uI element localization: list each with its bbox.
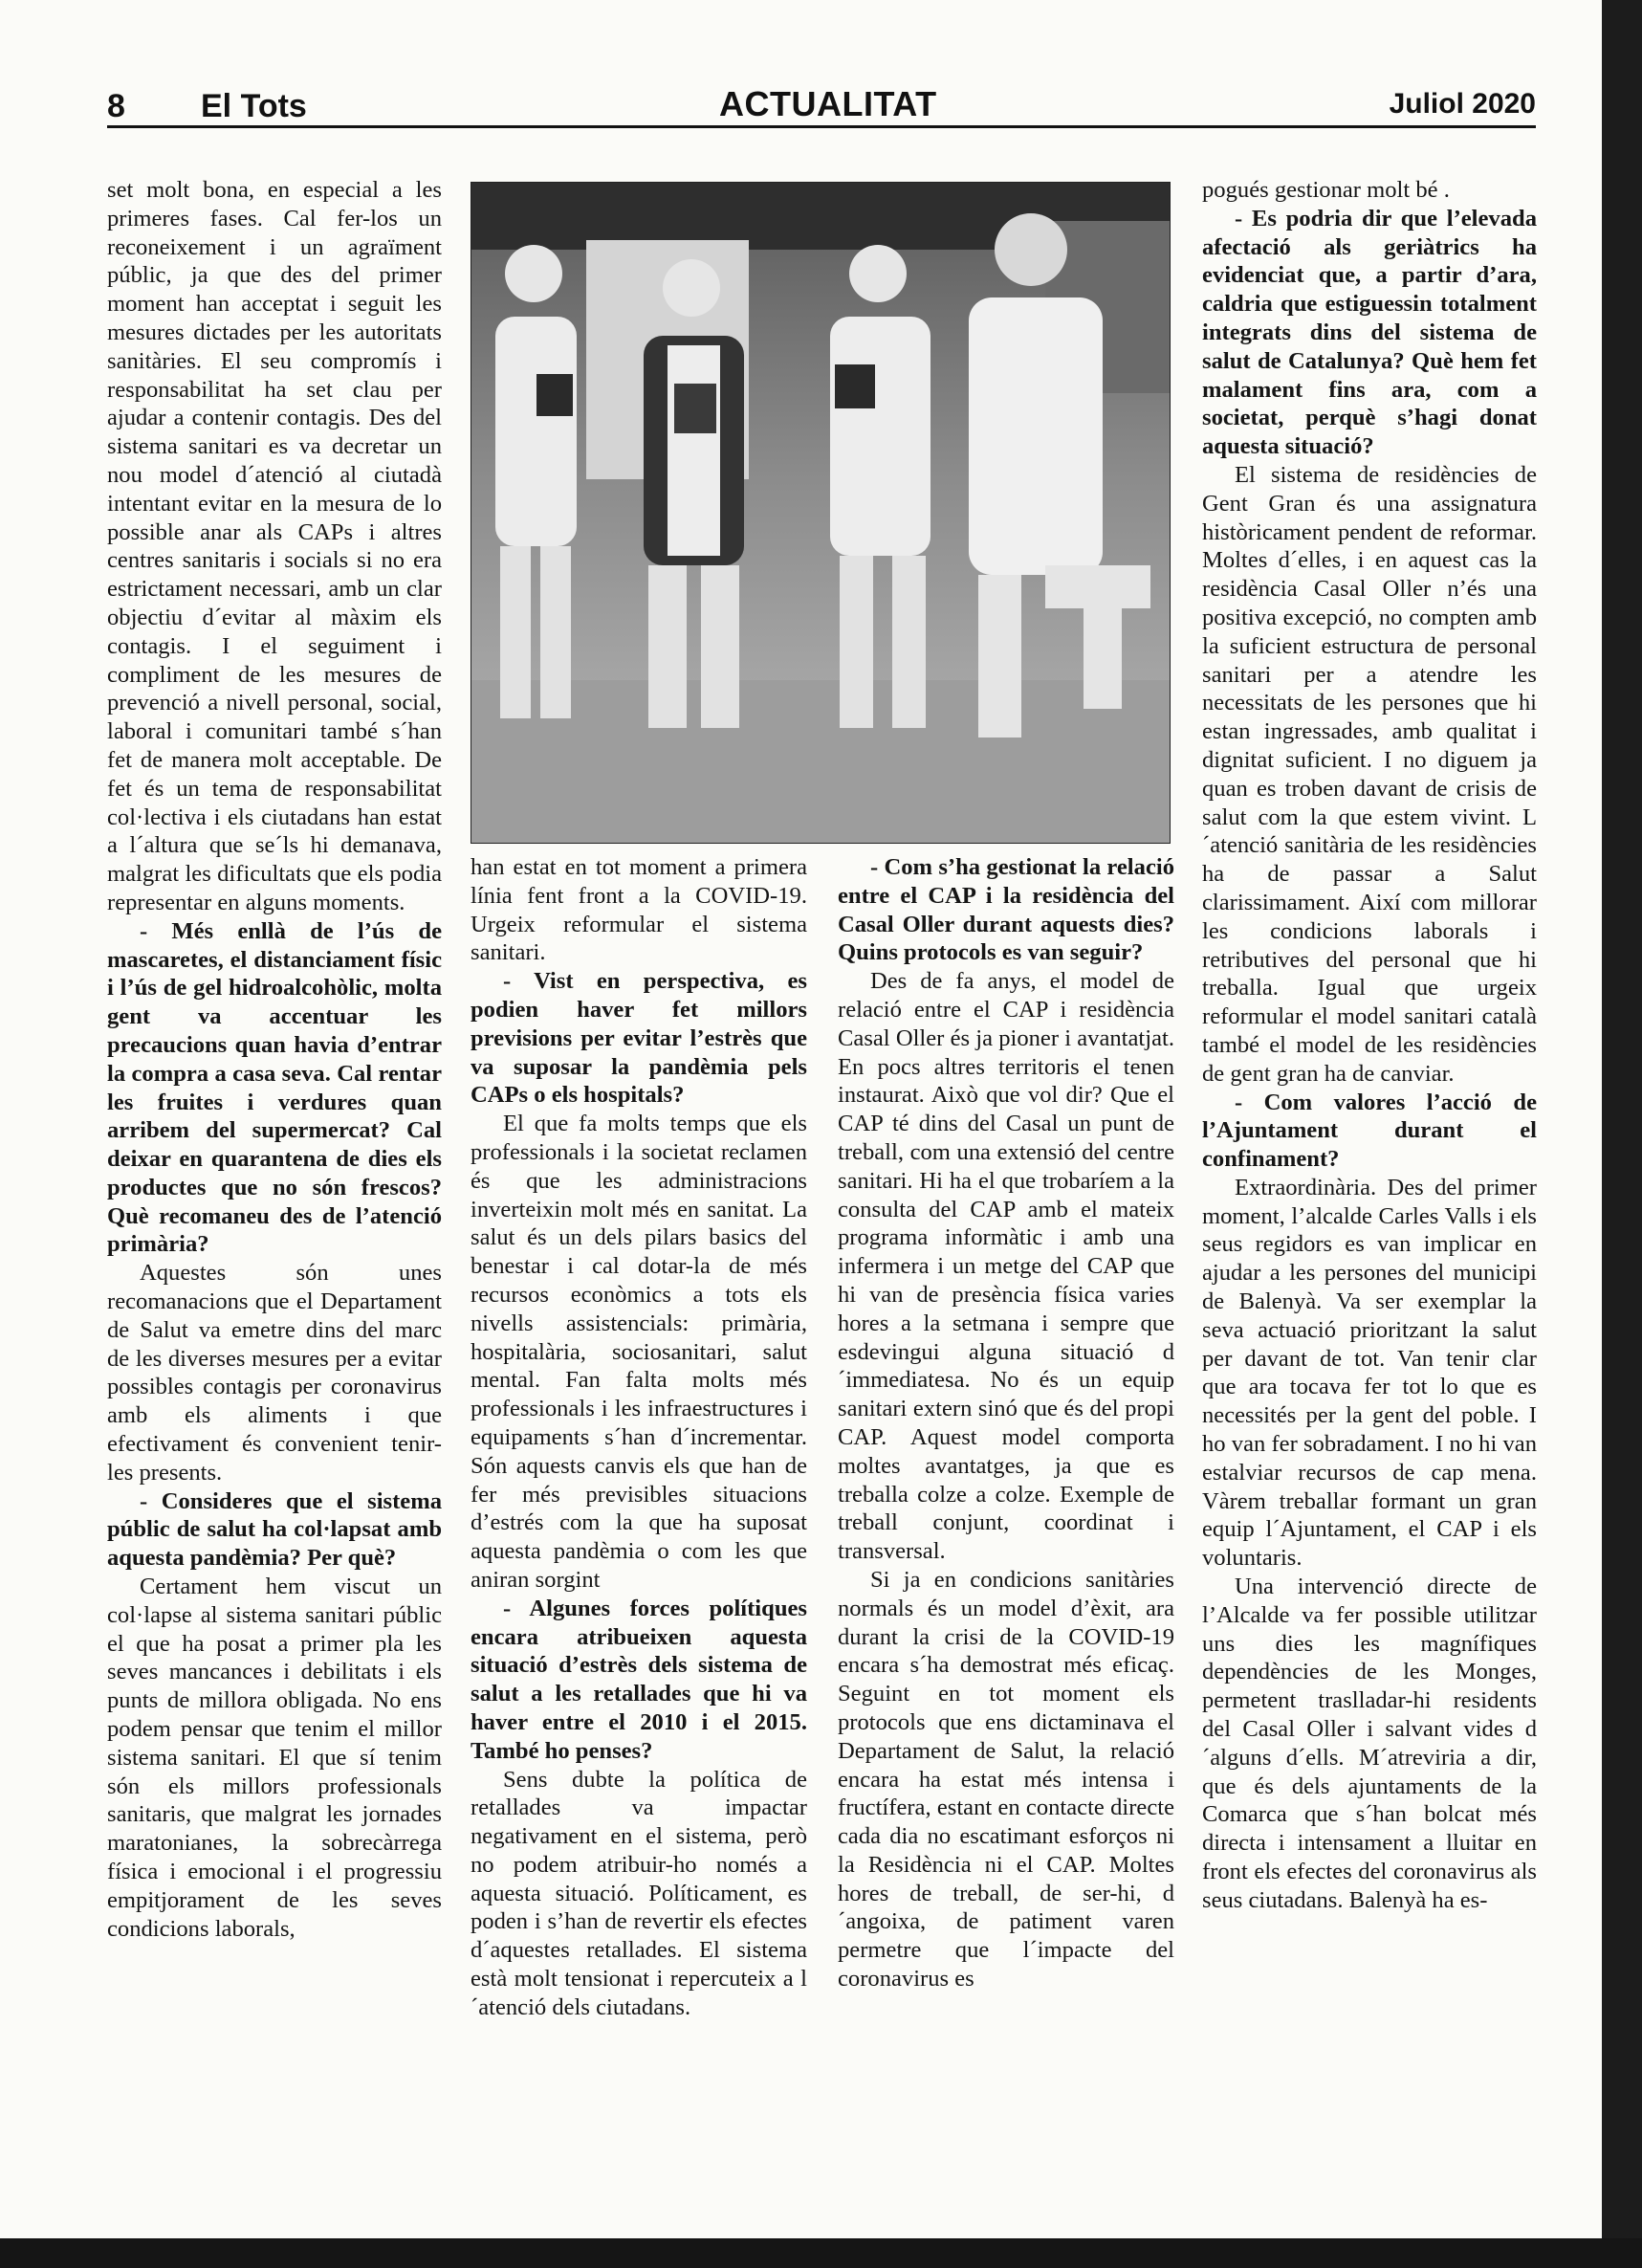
- paragraph: Extraordinària. Des del primer moment, l’alcalde Carles Valls i els seus regidors es van implicar en ajudar a les persones del municipi de Balenyà. Va ser exemplar la seva actuació prioritzant la salut per davant de tot. Van tenir clar que ara tocava fer tot lo que es necessités per la gent del poble. I ho van fer sobradament. I no hi van estalviar recursos de cap mena. Vàrem treballar formant un gran equip l´Ajuntament, el CAP i els voluntaris.: [1202, 1174, 1537, 1572]
- paragraph: Si ja en condicions sanitàries normals és un model d’èxit, ara durant la crisi de la COVID-19 encara s´ha demostrat més eficaç. Seguint en tot moment els protocols que ens dictaminava el Departament de Salut, la relació encara ha estat més intensa i fructífera, estant en contacte directe cada dia no escatimant esforços ni la Residència ni el CAP. Moltes hores de treball, de ser-hi, d´angoixa, de patiment varen permetre que l´impacte del coronavirus es: [838, 1566, 1174, 1993]
- paragraph: El que fa molts temps que els professionals i la societat reclamen és que les administracions inverteixin molt més en sanitat. La salut és un dels pilars basics del benestar i cal dotar-la de més recursos econòmics a tots els nivells assistencials: primària, hospitalària, sociosanitari, salut mental. Fan falta molts més professionals i les infraestructures i equipaments s´han d´incrementar. Són aquests canvis els que han de fer més previsibles situacions d’estrés com la que ha suposat aquesta pandèmia o com les que aniran sorgint: [471, 1111, 807, 1593]
- interview-question: - Més enllà de l’ús de mascaretes, el distanciament físic i l’ús de gel hidroalcohòlic, molta gent va accentuar les precaucions quan havia d’entrar la compra a casa seva. Cal rentar les fruites i verdures quan arribem del supermercat? Cal deixar en quarantena de dies els productes que no són frescos? Què recomaneu des de l’atenció primària?: [107, 917, 442, 1258]
- article-column-4: [1202, 176, 1537, 1915]
- paragraph: Una intervenció directe de l’Alcalde va fer possible utilitzar uns dies les magnífiques dependències de les Monges, permetent traslladar-hi residents del Casal Oller i salvant vides d´alguns d´ells. M´atreviria a dir, que és dels ajuntaments de la Comarca que s´han bolcat més directa i intensament a lluitar en front els efectes del coronavirus als seus ciutadans. Balenyà ha es-: [1202, 1574, 1537, 1913]
- article-column-2: [471, 853, 807, 2022]
- publication-name: El Tots: [201, 88, 307, 124]
- interview-question: - Es podria dir que l’elevada afectació als geriàtrics ha evidenciat que, a partir d’ara, caldria que estiguessin totalment integrats dins del sistema de salut de Catalunya? Què hem fet malament fins ara, com a societat, perquè s’hagi donat aquesta situació?: [1202, 205, 1537, 460]
- paragraph: Sens dubte la política de retallades va impactar negativament en el sistema, però no podem atribuir-ho només a aquesta situació. Políticament, es poden i s’han de revertir els efectes d´aquestes retallades. El sistema està molt tensionat i repercuteix a l´atenció dels ciutadans.: [471, 1766, 807, 2020]
- article-column-1: [107, 176, 442, 1943]
- section-title: ACTUALITAT: [719, 84, 937, 123]
- paragraph: Des de fa anys, el model de relació entre el CAP i residència Casal Oller és ja pioner i avantatjat. En pocs altres territoris el tenen instaurat. Això que vol dir? Que el CAP té dins del Casal un punt de treball, com una extensió del centre sanitari. Hi ha el que trobaríem a la consulta del CAP amb el mateix programa informàtic i amb una infermera i un metge del CAP que hi van de presència física varies hores a la setmana i sempre que esdevingui alguna situació d´immediatesa. No és un equip sanitari extern sinó que és del propi CAP. Aquest model comporta moltes avantatges, ja que es treballa colze a colze. Exemple de treball conjunt, coordinat i transversal.: [838, 968, 1174, 1565]
- interview-question: - Algunes forces polítiques encara atribueixen aquesta situació d’estrès dels sistema de salut a les retallades que hi va haver entre el 2010 i el 2015. També ho penses?: [471, 1595, 807, 1764]
- staff-photo: [471, 182, 1171, 844]
- page-header: [107, 80, 1536, 126]
- header-rule: [107, 125, 1536, 128]
- page-edge-shadow: [1602, 0, 1642, 2268]
- scan-bottom-border: [0, 2238, 1642, 2268]
- interview-question: - Com s’ha gestionat la relació entre el CAP i la residència del Casal Oller durant aquests dies? Quins protocols es van seguir?: [838, 854, 1174, 966]
- paragraph: El sistema de residències de Gent Gran és una assignatura històricament pendent de reformar. Moltes d´elles, i en aquest cas la residència Casal Oller n’és una positiva excepció, no compten amb la suficient estructura de personal sanitari per a atendre les necessitats de les persones que hi estan ingressades, amb qualitat i dignitat suficient. I no diguem ja quan es troben davant de crisis de salut com la que estem vivint. L´atenció sanitària de les residències ha de passar a Salut clarissimament. Així com millorar les condicions laborals i retributives del personal que hi treballa. Igual que urgeix reformular el model sanitari català també el model de les residències de gent gran ha de canviar.: [1202, 461, 1537, 1087]
- paragraph: Certament hem viscut un col·lapse al sistema sanitari públic el que ha posat a primer pla les seves mancances i debilitats i els punts de millora obligada. No ens podem pensar que tenim el millor sistema sanitari. El que sí tenim són els millors professionals sanitaris, que malgrat les jornades maratonianes, la sobrecàrrega física i emocional i el progressiu empitjorament de les seves condicions laborals,: [107, 1574, 442, 1942]
- interview-question: - Consideres que el sistema públic de salut ha col·lapsat amb aquesta pandèmia? Per què?: [107, 1487, 442, 1572]
- paragraph: han estat en tot moment a primera línia fent front a la COVID-19. Urgeix reformular el sistema sanitari.: [471, 854, 807, 966]
- page-number: 8: [107, 88, 125, 124]
- interview-question: - Vist en perspectiva, es podien haver fet millors previsions per evitar l’estrès que va suposar la pandèmia pels CAPs o els hospitals?: [471, 968, 807, 1109]
- photo-illustration: [471, 183, 1170, 843]
- paragraph: Aquestes són unes recomanacions que el Departament de Salut va emetre dins del marc de les diverses mesures per a evitar possibles contagis per coronavirus amb els aliments i que efectivament és convenient tenir-les presents.: [107, 1260, 442, 1486]
- paragraph: pogués gestionar molt bé .: [1202, 177, 1450, 203]
- article-column-3: [838, 853, 1174, 1993]
- issue-date: Juliol 2020: [1389, 88, 1536, 120]
- interview-question: - Com valores l’acció de l’Ajuntament durant el confinament?: [1202, 1089, 1537, 1173]
- paragraph: set molt bona, en especial a les primeres fases. Cal fer-los un reconeixement i un agraïment públic, ja que des del primer moment han acceptat i seguit les mesures dictades per les autoritats sanitàries. El seu compromís i responsabilitat ha set clau per ajudar a contenir contagis. Des del sistema sanitari es va decretar un nou model d´atenció al ciutadà intentant evitar en la mesura de lo possible anar als CAPs i altres centres sanitaris i socials si no era estrictament necessari, amb un clar objectiu d´evitar al màxim els contagis. I el seguiment i compliment de les mesures de prevenció a nivell personal, social, laboral i comunitari també s´han fet de manera molt acceptable. De fet és un tema de responsabilitat col·lectiva i els ciutadans han estat a l´altura que se´ls hi demanava, malgrat les dificultats que els podia representar en alguns moments.: [107, 177, 442, 915]
